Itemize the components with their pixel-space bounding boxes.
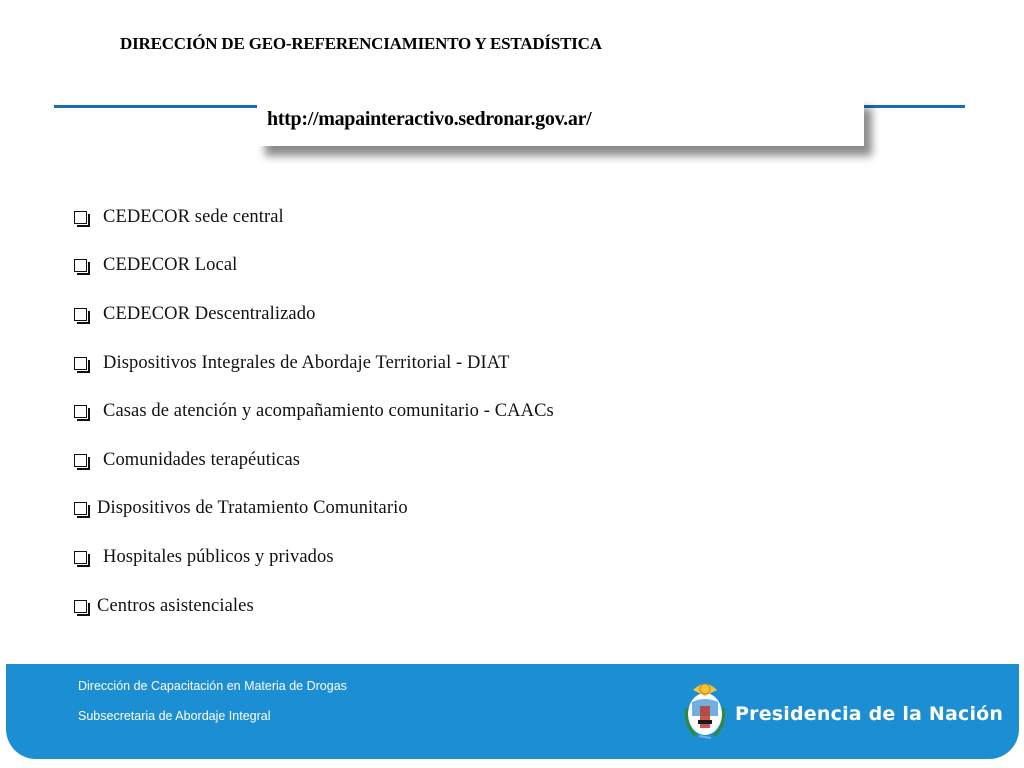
footer-department: Dirección de Capacitación en Materia de Drogas	[78, 679, 347, 693]
list-item-label: CEDECOR Local	[103, 255, 238, 276]
list-item	[74, 339, 554, 388]
list-item	[74, 485, 554, 534]
checkbox-bullet-icon	[74, 211, 87, 224]
list-item-label: CEDECOR Descentralizado	[103, 303, 316, 324]
list-item-label: Casas de atención y acompañamiento comunitario - CAACs	[103, 401, 554, 422]
checkbox-bullet-icon	[74, 454, 87, 467]
url-banner	[257, 98, 864, 146]
list-item	[74, 387, 554, 436]
list-item	[74, 436, 554, 485]
checkbox-bullet-icon	[74, 502, 87, 515]
presidencia-logo-text: Presidencia de la Nación	[735, 703, 1004, 725]
list-item	[74, 533, 554, 582]
header-rule-left	[54, 105, 257, 108]
list-item	[74, 582, 554, 631]
footer-subsecretariat: Subsecretaria de Abordaje Integral	[78, 709, 271, 723]
checkbox-bullet-icon	[74, 600, 87, 613]
footer-bar	[6, 664, 1019, 759]
list-item-label: Hospitales públicos y privados	[103, 546, 334, 567]
checkbox-bullet-icon	[74, 259, 87, 272]
list-item	[74, 242, 554, 291]
list-item-label: Centros asistenciales	[97, 595, 254, 616]
list-item	[74, 290, 554, 339]
checkbox-bullet-icon	[74, 405, 87, 418]
list-item-label: Dispositivos de Tratamiento Comunitario	[97, 498, 408, 519]
list-item-label: Dispositivos Integrales de Abordaje Territorial - DIAT	[103, 352, 510, 373]
checkbox-bullet-icon	[74, 308, 87, 321]
list-item-label: CEDECOR sede central	[103, 206, 284, 227]
list-item	[74, 193, 554, 242]
list-item-label: Comunidades terapéuticas	[103, 449, 301, 470]
checkbox-bullet-icon	[74, 551, 87, 564]
map-url-link[interactable]: http://mapainteractivo.sedronar.gov.ar/	[267, 108, 592, 130]
checkbox-bullet-icon	[74, 357, 87, 370]
national-crest-icon	[684, 680, 726, 740]
slide-title: DIRECCIÓN DE GEO-REFERENCIAMIENTO Y ESTADÍSTICA	[120, 34, 602, 53]
bullet-list	[74, 193, 554, 630]
header-rule-right	[864, 105, 965, 108]
